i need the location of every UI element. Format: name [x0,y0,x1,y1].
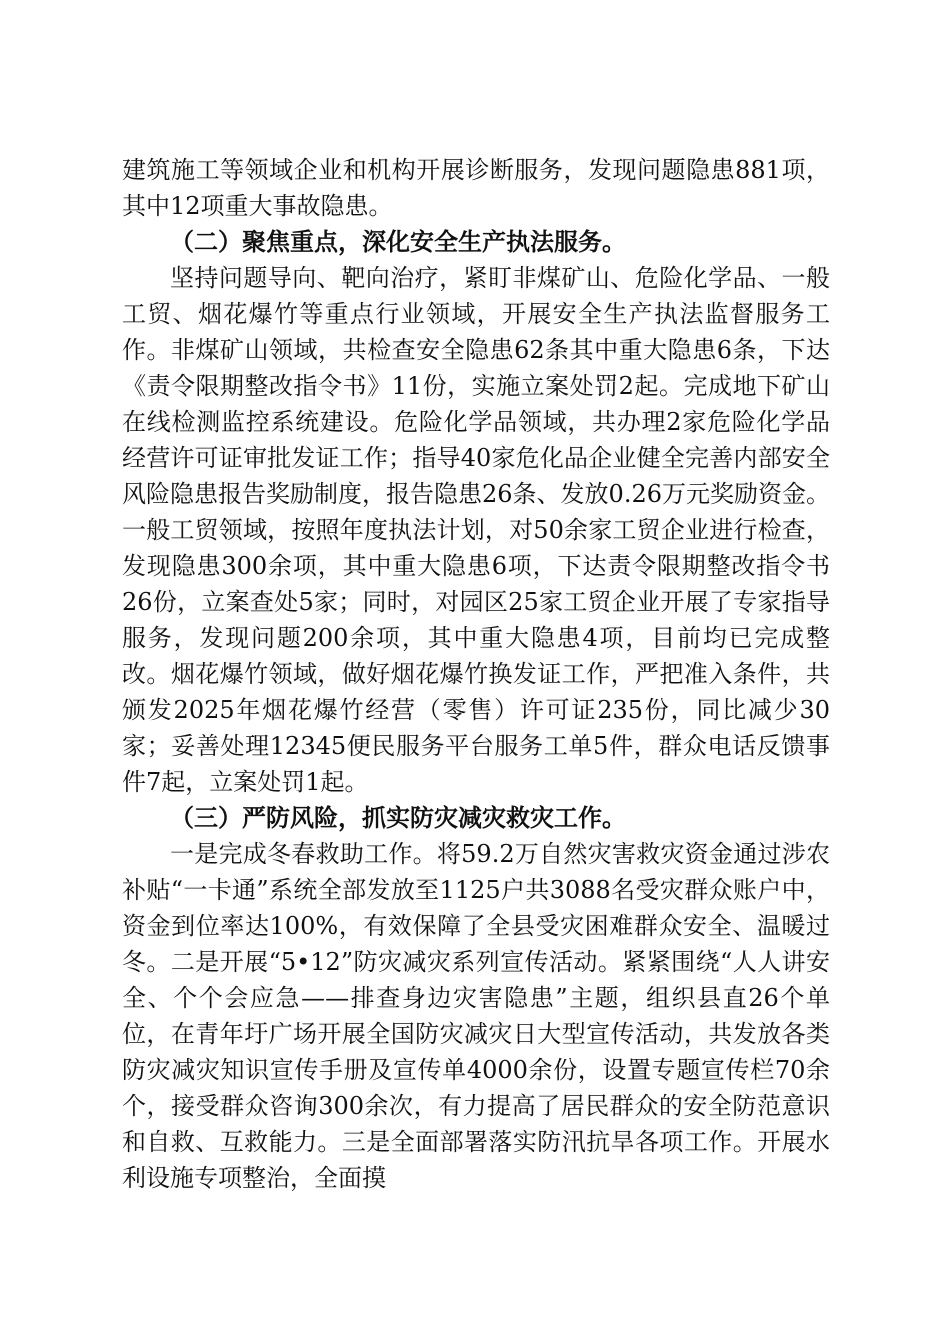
paragraph-continued: 建筑施工等领域企业和机构开展诊断服务，发现问题隐患881项，其中12项重大事故隐患。 [122,156,830,220]
section-heading-2: （二）聚焦重点，深化安全生产执法服务。 [170,227,626,256]
document-page [122,152,830,1196]
paragraph-enforcement: 坚持问题导向、靶向治疗，紧盯非煤矿山、危险化学品、一般工贸、烟花爆竹等重点行业领域，开展安全生产执法监督服务工作。非煤矿山领域，共检查安全隐患62条其中重大隐患6条，下达《责令限期整改指令书》11份，实施立案处罚2起。完成地下矿山在线检测监控系统建设。危险化学品领域，共办理2家危险化学品经营许可证审批发证工作；指导40家危化品企业健全完善内部安全风险隐患报告奖励制度，报告隐患26条、发放0.26万元奖励资金。一般工贸领域，按照年度执法计划，对50余家工贸企业进行检查，发现隐患300余项，其中重大隐患6项，下达责令限期整改指令书26份，立案查处5家；同时，对园区25家工贸企业开展了专家指导服务，发现问题200余项，其中重大隐患4项，目前均已完成整改。烟花爆竹领域，做好烟花爆竹换发证工作，严把准入条件，共颁发2025年烟花爆竹经营（零售）许可证235份，同比减少30家；妥善处理12345便民服务平台服务工单5件，群众电话反馈事件7起，立案处罚1起。 [122,264,830,796]
section-heading-3: （三）严防风险，抓实防灾减灾救灾工作。 [170,803,626,832]
paragraph-disaster-relief: 一是完成冬春救助工作。将59.2万自然灾害救灾资金通过涉农补贴“一卡通”系统全部发放至1125户共3088名受灾群众账户中，资金到位率达100%，有效保障了全县受灾困难群众安全、温暖过冬。二是开展“5•12”防灾减灾系列宣传活动。紧紧围绕“人人讲安全、个个会应急——排查身边灾害隐患”主题，组织县直26个单位，在青年圩广场开展全国防灾减灾日大型宣传活动，共发放各类防灾减灾知识宣传手册及宣传单4000余份，设置专题宣传栏70余个，接受群众咨询300余次，有力提高了居民群众的安全防范意识和自救、互救能力。三是全面部署落实防汛抗旱各项工作。开展水利设施专项整治，全面摸 [122,840,830,1192]
